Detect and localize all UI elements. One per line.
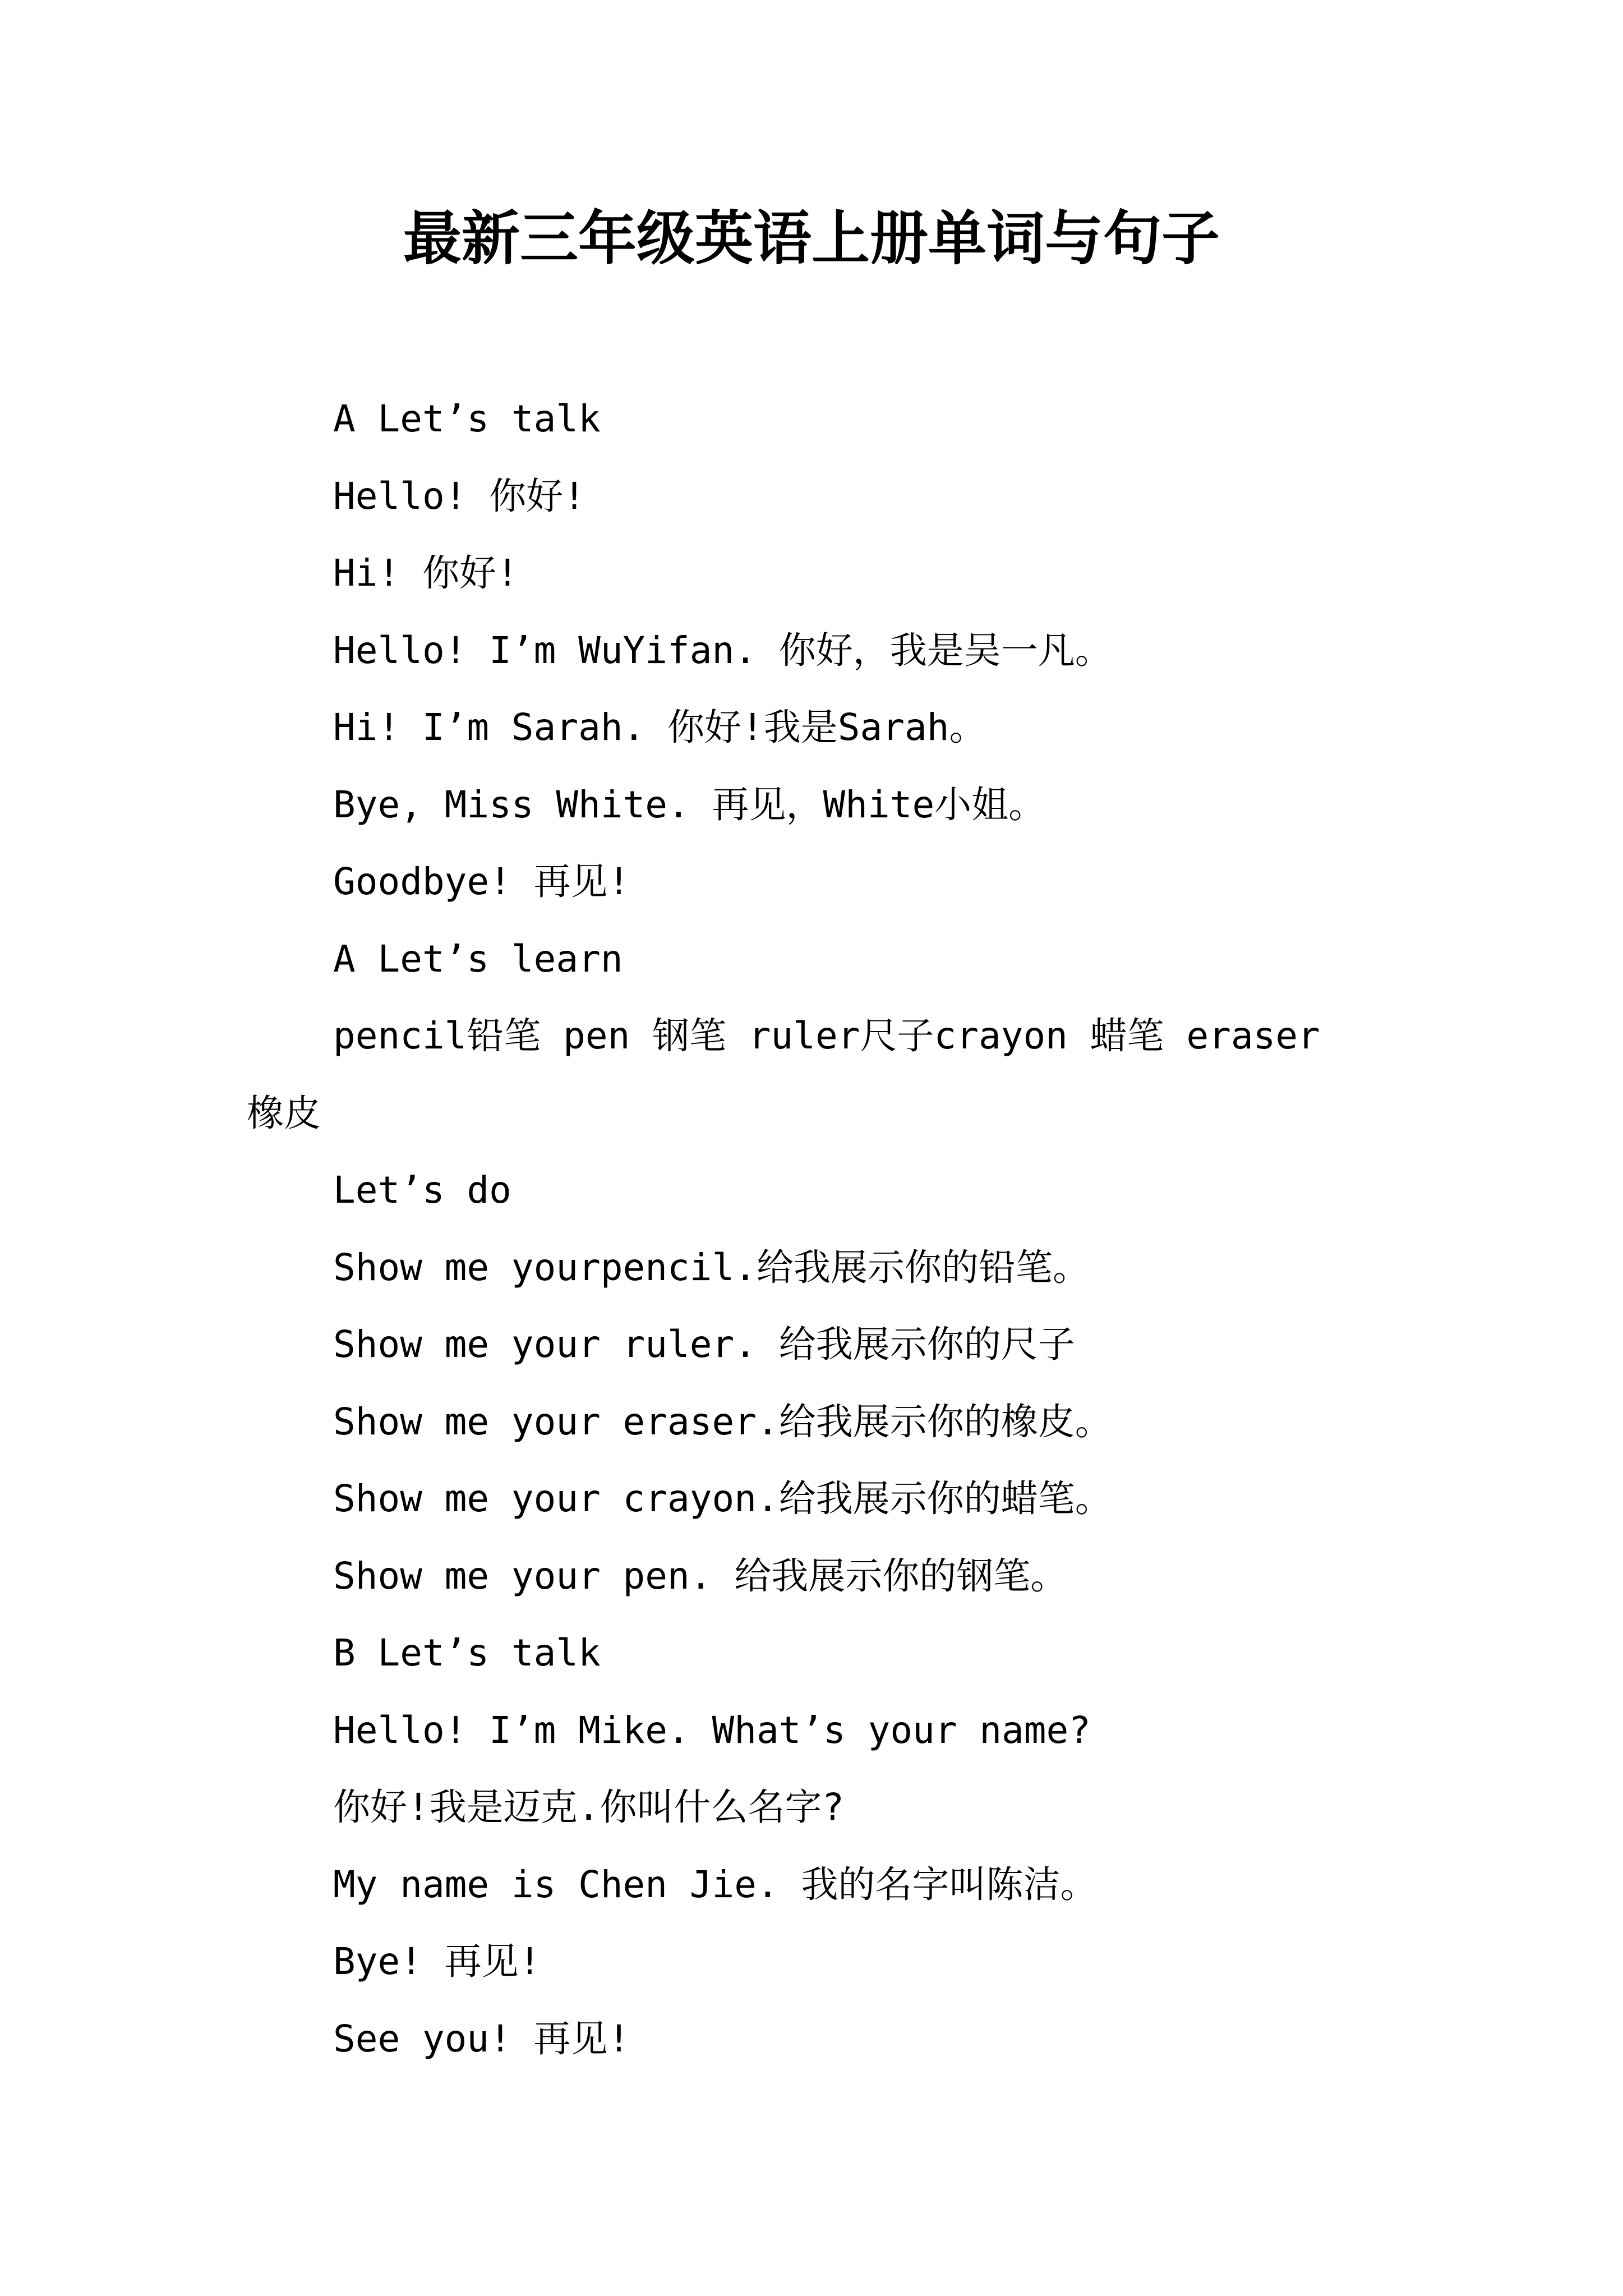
text-line: Show me your pen. 给我展示你的钢笔。 — [333, 1554, 1068, 1598]
text-line: Show me your ruler. 给我展示你的尺子 — [333, 1323, 1075, 1366]
text-line: Hi! 你好! — [333, 551, 519, 595]
text-line: Goodbye! 再见! — [333, 860, 630, 903]
text-line: See you! 再见! — [333, 2017, 630, 2060]
text-line: Show me your eraser.给我展示你的橡皮。 — [333, 1400, 1112, 1443]
section-heading: Let’s do — [333, 1168, 511, 1212]
text-line: Hello! I’m Mike. What’s your name? — [333, 1708, 1091, 1752]
document-body — [247, 380, 1391, 2077]
section-heading: A Let’s talk — [333, 397, 601, 440]
text-line: 你好!我是迈克.你叫什么名字? — [333, 1786, 845, 1829]
vocabulary-line: pencil铅笔 pen 钢笔 ruler尺子crayon 蜡笔 eraser — [333, 1014, 1320, 1057]
document-title: 最新三年级英语上册单词与句子 — [403, 204, 1220, 273]
text-line: Hello! I’m WuYifan. 你好，我是吴一凡。 — [333, 628, 1112, 672]
text-line: Bye! 再见! — [333, 1940, 541, 1983]
text-line: Show me your crayon.给我展示你的蜡笔。 — [333, 1477, 1112, 1520]
section-heading: B Let’s talk — [333, 1631, 601, 1674]
text-line: Hi! I’m Sarah. 你好!我是Sarah。 — [333, 706, 986, 749]
text-line: Bye, Miss White. 再见，White小姐。 — [333, 783, 1046, 826]
text-line: Hello! 你好! — [333, 474, 585, 518]
text-line: My name is Chen Jie. 我的名字叫陈洁。 — [333, 1862, 1098, 1906]
vocabulary-line-continued: 橡皮 — [247, 1091, 321, 1135]
section-heading: A Let’s learn — [333, 937, 623, 981]
text-line: Show me yourpencil.给我展示你的铅笔。 — [333, 1245, 1090, 1289]
